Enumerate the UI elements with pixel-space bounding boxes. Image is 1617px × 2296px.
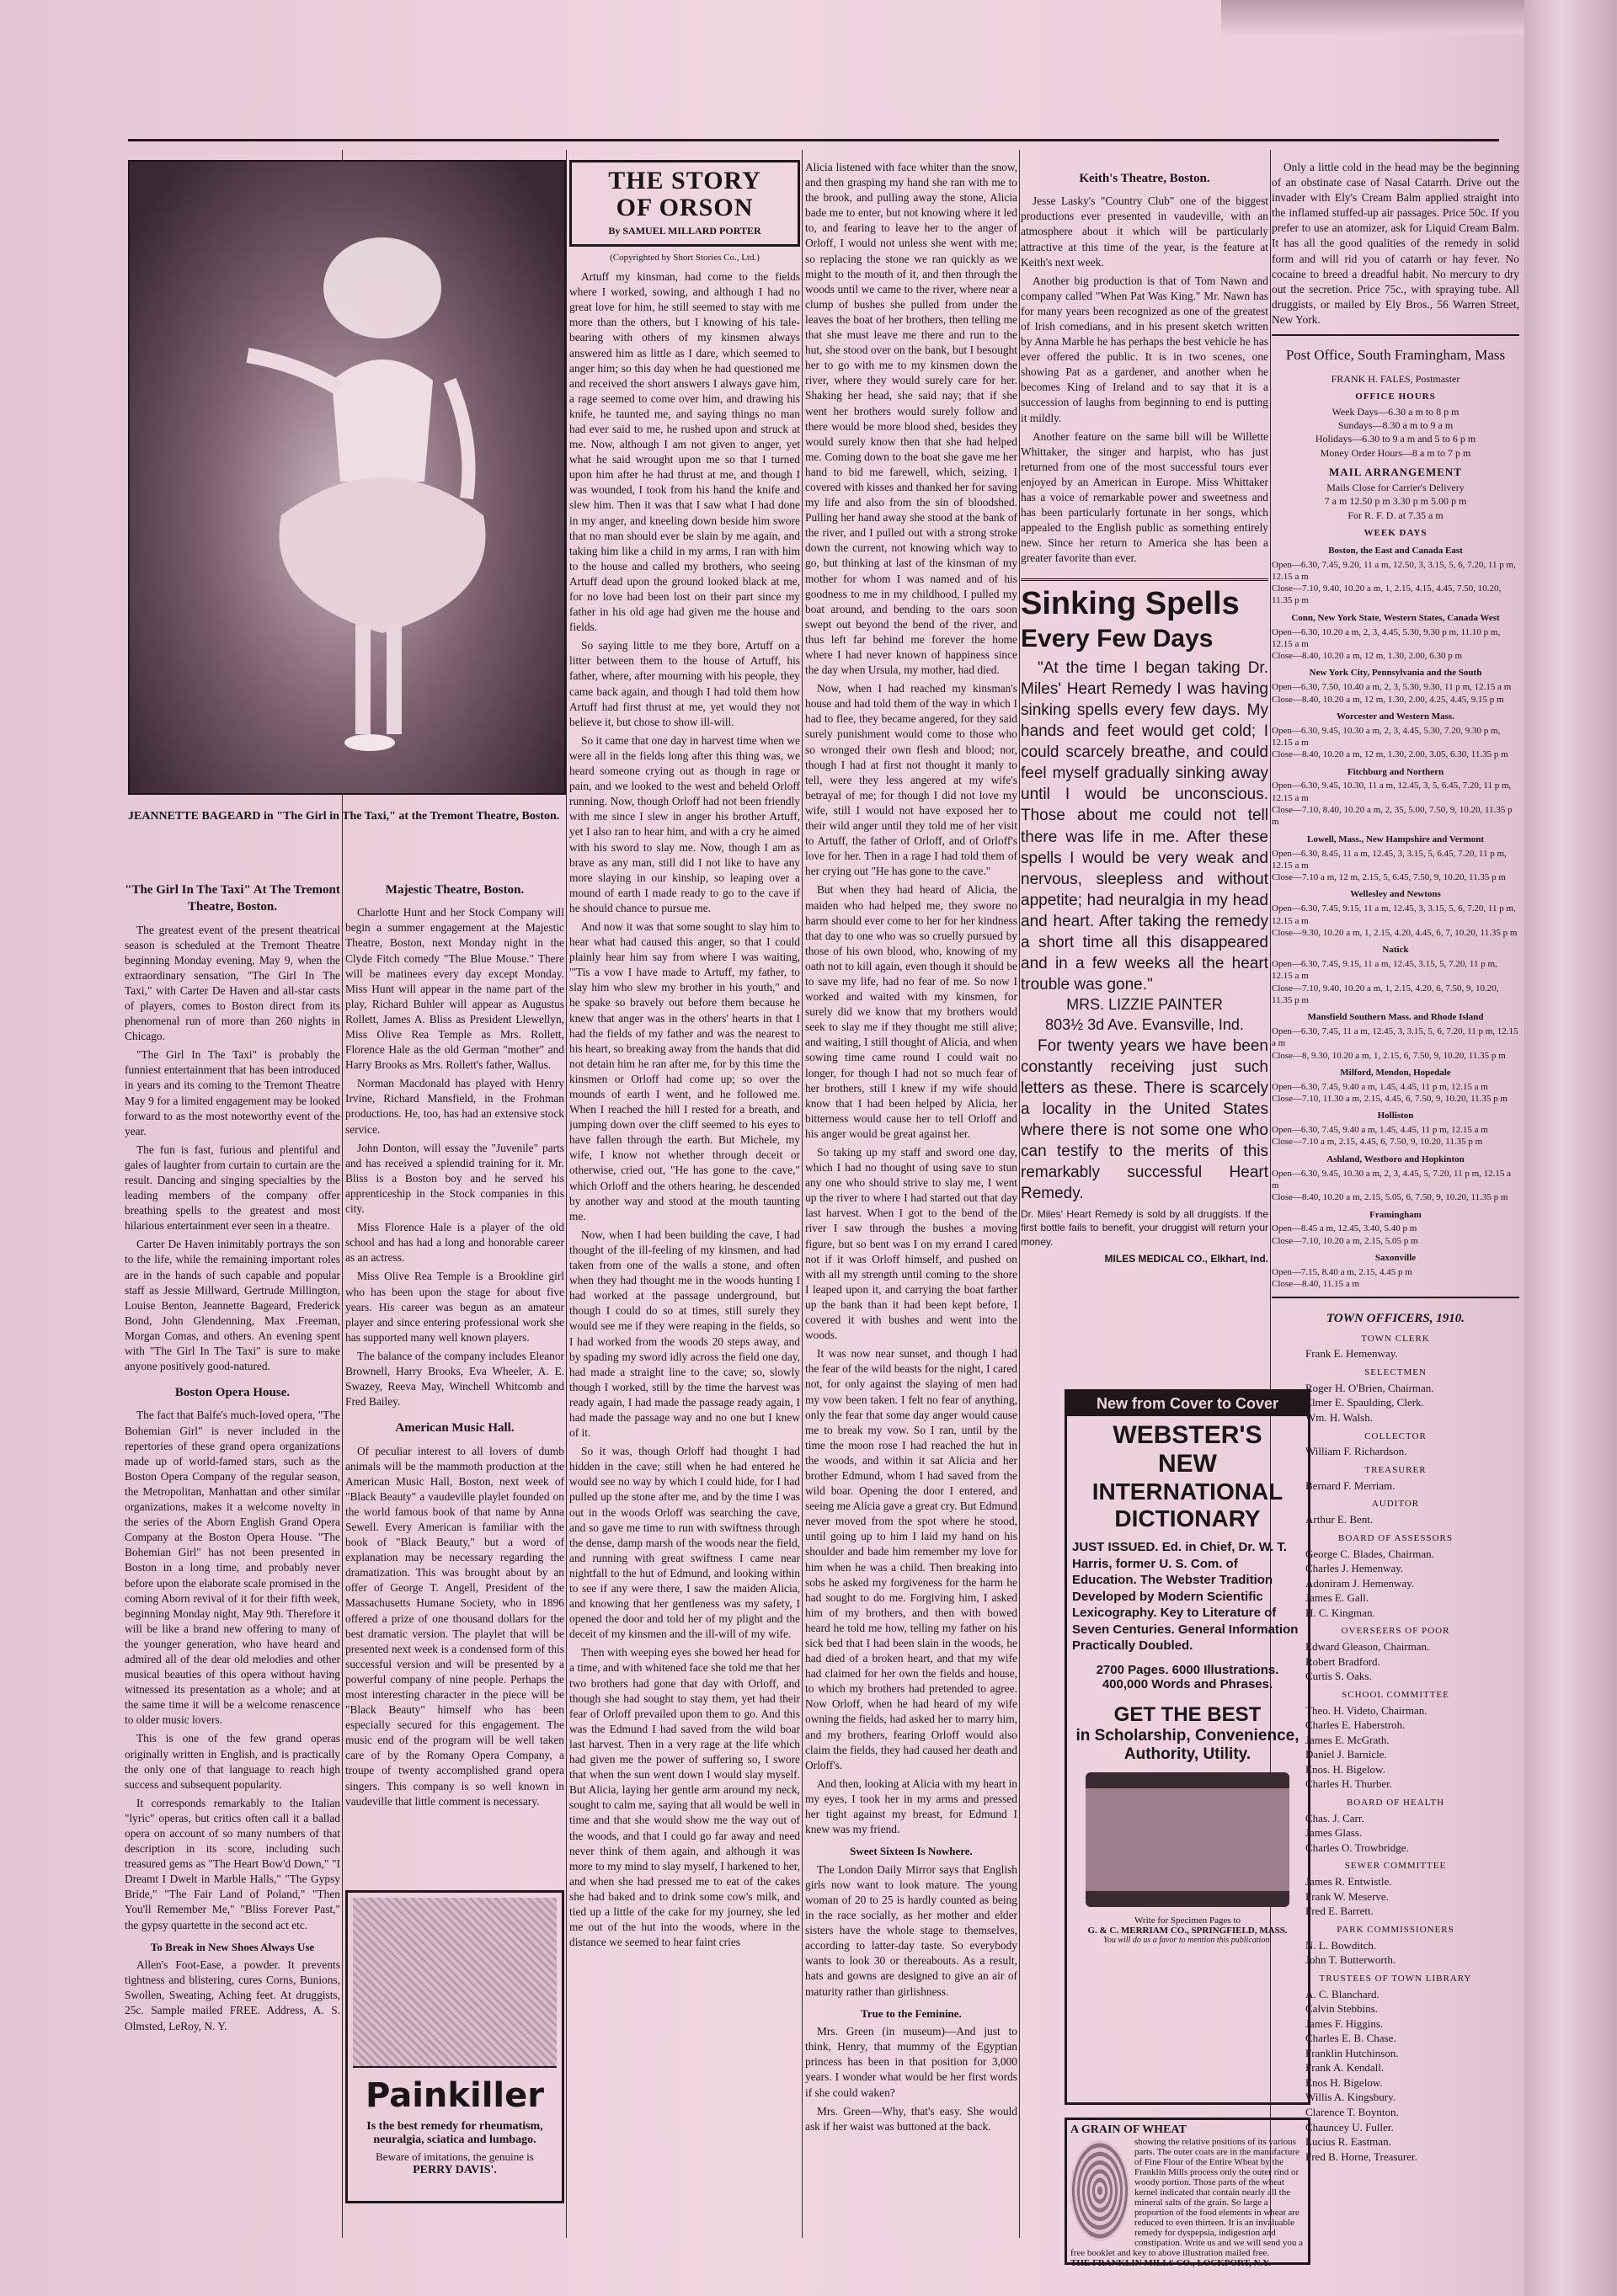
- schedule-open: Open—6.30, 10.20 a m, 2, 3, 4.45, 5.30, 9.30 p m, 11.10 p m, 12.15 a m: [1272, 626, 1501, 649]
- column-rule: [566, 150, 567, 2238]
- story-paragraph: But when they had heard of Alicia, the maiden who had helped me, they swore no harm should ever come to her for her kindness that day to one who was so cruelly pursued by those of his own blood, who, knowing of my oath not to kill again, even though it should be to save my life, had no fear of me. So now I worked and waited with my kinsmen, for surely did we know that my brothers would seek to slay me if they thought me still alive; and waiting, I still thought of Alicia, and when sowing time came round I could wait no longer, for though I had not so much fear of her brothers, still I knew if my wife should know that I had been helped by Alicia, her bitterness would cause her to tell Orloff and his anger would be great against her.: [805, 883, 1017, 1140]
- officer-name: Calvin Stebbins.: [1305, 2002, 1378, 2016]
- schedule-open: Open—8.45 a m, 12.45, 3.40, 5.40 p m: [1272, 1223, 1417, 1234]
- schedule-route: Framingham: [1369, 1209, 1422, 1220]
- mail-times: 7 a m 12.50 p m 3.30 p m 5.00 p m: [1324, 495, 1467, 508]
- photo-caption: JEANNETTE BAGEARD in "The Girl in The Taxi," at the Tremont Theatre, Boston.: [128, 810, 560, 823]
- article-paragraph: John Donton, will essay the "Juvenile" parts and has received a splendid training for it. Mr. Bliss is a Boston boy and he served his apprenticeship in the Stock companies in this city.: [345, 1141, 564, 1216]
- orson-title-box: [569, 160, 800, 247]
- schedule-close: Close—7.10, 9.40, 10.20 a m, 1, 2.15, 4.15, 4.45, 7.50, 10.20, 11.35 p m: [1272, 583, 1502, 606]
- story-paragraph: So taking up my staff and sword one day, which I had no thought of using save to stun any one who should strive to slay me, I went up the river to where I had started out that day last harvest. When I got to the bend of the river I saw through the bushes a moving figure, but so bent was I on my errand I cared not if it was Orloff himself, and pushed on with all my strength until coming to the shore I leaped upon it, and carrying the boat farther up the bank than it had been kept before, I covered it with bushes and went into the woods.: [805, 1146, 1017, 1342]
- officer-name: Theo. H. Videto, Chairman.: [1305, 1703, 1428, 1717]
- schedule-close: Close—8, 9.30, 10.20 a m, 1, 2.15, 6, 7.50, 9, 10.20, 11.35 p m: [1272, 1050, 1506, 1061]
- town-officers-list: [1272, 1333, 1519, 2165]
- painkiller-illustration: [353, 1898, 557, 2068]
- officer-name: James E. Gall.: [1305, 1591, 1369, 1605]
- schedule-route: Wellesley and Newtons: [1350, 889, 1441, 900]
- schedule-open: Open—6.30, 7.45, 11 a m, 12.45, 3, 3.15, 5, 6, 7.20, 11 p m, 12.15 a m: [1272, 1026, 1518, 1049]
- schedule-open: Open—6.30, 7.45, 9.40 a m, 1.45, 4.45, 11 p m, 12.15 a m: [1272, 1081, 1488, 1092]
- story-paragraph: Alicia listened with face whiter than the snow, and then grasping my hand she ran with me to the brook, and pulling away the stone, Alicia bade me to enter, but not knowing where it led to, and fearing to leave her to the anger of Orloff, I would not unless she went with me; so replacing the stone we ran quickly as we might to the mouth of it, and then through the woods until we came to the river, where near a clump of bushes she pulled from under the leaves the boat of her brothers, then telling me that she must leave me there and run to the hut, she stood over on the bank, but I besought her to go with me to my kinsmen down the river, where they would surely care for her. Shaking her head, she said nay; that if she went her brothers would surely follow and there would be more blood shed, besides they would surely know then that she had helped me. Coming down to the boat she gave me her hand to bid me farewell, which, seizing, I covered with kisses and thanked her for saving my life and also from the sin of bloodshed. Pulling her hand away she stood at the bank of the river, and I pulled out with a strong stroke down the current, not knowing which way to go, but thinking at last of the kinsman of my mother for whom I was named and of his goodness to me in my childhood, I pulled my boat around, and bending to the oars soon swept out beyond the bend of the river, and thus left far behind me forever the home where I had never known of happiness since the day when Ursula, my mother, had died.: [805, 161, 1017, 677]
- webster-best-2: in Scholarship, Convenience, Authority, Utility.: [1075, 1726, 1299, 1763]
- story-paragraph: So it was, though Orloff had thought I had hidden in the cave; still when he had entered he would see no way by which I could hide, for I had pulled up the stone after me, and by the time I was out in the woods Orloff was searching the cave, and so gave me time to run with swiftness through the dense, damp marsh of the woods near the field, and running with great swiftness I came near nightfall to the hut of Edmund, and looking within to see if any were there, I saw the maiden Alicia, and knowing that her gentleness was my safety, I opened the door and told her of my plight and the deceit of my kinsmen and the ill-will of my wife.: [569, 1445, 800, 1641]
- officer-name: William F. Richardson.: [1305, 1445, 1407, 1458]
- schedule-open: Open—6.30, 7.45, 9.15, 11 a m, 12.45, 3, 3.15, 5, 6, 7.20, 11 p m, 12.15 a m: [1272, 903, 1516, 926]
- officer-name: Charles E. Haberstroh.: [1305, 1718, 1406, 1732]
- article-paragraph: The balance of the company includes Eleanor Brownell, Harry Brooks, Eva Wheeler, A. E. Swazey, Reeva May, Winchell Whitcomb and Fred Bailey.: [345, 1349, 564, 1409]
- officer-name: John T. Butterworth.: [1305, 1953, 1396, 1967]
- officer-name: Frank E. Hemenway.: [1305, 1347, 1398, 1361]
- article-paragraph: Miss Olive Rea Temple is a Brookline girl who has been upon the stage for about five years. His career was begun as an amateur player and since entering professional work she has supported many well known players.: [345, 1270, 564, 1344]
- schedule-open: Open—6.30, 8.45, 11 a m, 12.45, 3, 3.15, 5, 6.45, 7.20, 11 p m, 12.15 a m: [1272, 848, 1507, 871]
- webster-pages: 2700 Pages. 6000 Illustrations. 400,000 Words and Phrases.: [1096, 1662, 1279, 1691]
- story-paragraph: Now, when I had reached my kinsman's house and had told them of the way in which I had to flee, they became angered, for they said surely punishment would come to those who so wronged their own flesh and blood; nor, though I had at first not thought it manly to tell, were they less angered at my wife's betrayal of me; for though I did not love my wife, still I would not have exposed her to their wild anger until they told me of her visit to Artuff, the father of Orloff, and of Orloff's love for her. Then in a rage I had told them of her crying out "He has gone to the cave.": [805, 682, 1017, 878]
- schedule-close: Close—7.10 a m, 12 m, 2.15, 5, 6.45, 7.50, 9, 10.20, 11.35 p m: [1272, 872, 1506, 883]
- painkiller-text: Is the best remedy for rheumatism, neuralgia, sciatica and lumbago.: [366, 2120, 543, 2146]
- officer-name: Frank A. Kendall.: [1305, 2061, 1385, 2075]
- orson-copyright: (Copyrighted by Short Stories Co., Ltd.): [610, 253, 760, 264]
- top-rule: [128, 139, 1499, 141]
- page-edge: [1524, 0, 1617, 2296]
- opera-house-headline: Boston Opera House.: [174, 1386, 291, 1400]
- officer-name: James F. Higgins.: [1305, 2016, 1384, 2030]
- testimonial-address: 803½ 3d Ave. Evansville, Ind.: [1045, 1015, 1244, 1033]
- officer-name: Fred E. Barrett.: [1305, 1904, 1374, 1918]
- officer-name: James Glass.: [1305, 1826, 1363, 1840]
- schedule-close: Close—8.40, 10.20 a m, 2.15, 5.05, 6, 7.50, 9, 10.20, 11.35 p m: [1272, 1192, 1508, 1203]
- column-4: [805, 160, 1017, 2265]
- officer-name: Elmer E. Spaulding, Clerk.: [1305, 1396, 1424, 1409]
- column-1: [125, 871, 340, 2261]
- officer-name: Enos H. Bigelow.: [1305, 2075, 1383, 2089]
- article-paragraph: Of peculiar interest to all lovers of dumb animals will be the mammoth production at the American Music Hall, Boston, next week of "Black Beauty" a vaudeville playlet founded on the world famous book of that name by Anna Sewell. Every American is familiar with the book of "Black Beauty," but a word of explanation may be necessary regarding the dramatization. This was brought about by an offer of George T. Angell, President of the Massachusetts Humane Society, who in 1896 offered a prize of one thousand dollars for the best dramatic version. The playlet that will be presented next week is a condensed form of this successful version and will be presented by a powerful company of nine people. Perhaps the most interesting character in the piece will be "Black Beauty" himself who has been especially secured for this engagement. The music end of the program will be well taken care of by the Romany Opera Company, a troupe of twenty accomplished grand opera singers. This company is so well known in vaudeville that little comment is necessary.: [345, 1444, 564, 1808]
- officer-name: Edward Gleason, Chairman.: [1305, 1640, 1430, 1654]
- orson-byline: By SAMUEL MILLARD PORTER: [608, 225, 761, 237]
- section-rule: [1272, 334, 1519, 336]
- officer-title: TREASURER: [1364, 1464, 1427, 1475]
- story-paragraph: Artuff my kinsman, had come to the fields where I worked, sowing, and although I had no great love for him, he still seemed to stay with me more than the others, but I knowing of his tale-bearing with others of my kinsmen always answered him as little as I dare, which seemed to anger him; so this day when he had questioned me and received the short answers I always gave him, a rage seemed to come over him, and drawing his knife, he taunted me, and saying things no man had ever said to me, he rushed upon and struck at me. Now, although I am not given to anger, yet what he said wrought upon me so that I turned upon him after he had thrust at me, and though I was wounded, I took from his hand the knife and slew him. Then it was that I saw what I had done in my anger, and kneeling down beside him swore that no man should ever be slain by me again, and taking him like a child in my arms, I ran with him to the house and called my brothers, who seeing Artuff dead upon the ground looked black at me, for no love had been lost on their part since my father in his old age had given me the house and fields.: [569, 270, 800, 634]
- schedule-route: Holliston: [1377, 1111, 1414, 1121]
- ad-rule: [1021, 578, 1268, 581]
- story-paragraph: And then, looking at Alicia with my heart in my eyes, I took her in my arms and pressed her tight against my breast, for Edmund I knew was my friend.: [805, 1777, 1017, 1836]
- schedule-open: Open—6.30, 9.45, 10.30 a m, 2, 3, 4.45, 5.30, 7.20, 9.30 p m, 12.15 a m: [1272, 725, 1501, 748]
- article-paragraph: The London Daily Mirror says that English girls now want to look mature. The young woman of 20 to 25 is hardly counted as being in the race socially, as her mother and elder sisters have the whole stage to themselves, according to latter-day taste. So everybody wants to look 30 or thereabouts. As a result, hats and gowns are designed to give an air of maturity rather than girlishness.: [805, 1862, 1017, 1998]
- officer-name: Chauncey U. Fuller.: [1305, 2120, 1394, 2134]
- story-paragraph: So it came that one day in harvest time when we were all in the fields long after this thing was, we heard someone crying out as though in rage or pain, and we looked to the west and beheld Orloff running. Now, though Orloff had not been friendly with me since I slew in anger his brother Artuff, yet I also ran to hear him, and with a cry he aimed with his sword to slay me. Now, though I am as brave as any man, still did I not like to have any more slaying in our kinship, so leaping over a mound of earth I made ready to go to the cave if he should chance to pursue me.: [569, 733, 800, 914]
- mail-sub: Mails Close for Carrier's Delivery: [1326, 482, 1465, 494]
- post-office-headline: Post Office, South Framingham, Mass: [1285, 347, 1506, 364]
- painkiller-title: Painkiller: [365, 2076, 544, 2115]
- schedule-close: Close—7.10 a m, 2.15, 4.45, 6, 7.50, 9, 10.20, 11.35 p m: [1272, 1137, 1483, 1148]
- officer-name: Curtis S. Oaks.: [1305, 1670, 1372, 1683]
- hours-line: Sundays—8.30 a m to 9 a m: [1337, 419, 1454, 432]
- schedule-route: Boston, the East and Canada East: [1328, 545, 1463, 556]
- schedule-open: Open—6.30, 9.45, 10.30, 11 a m, 12.45, 3, 5, 6.45, 7.20, 11 p m, 12.15 a m: [1272, 780, 1512, 803]
- schedule-route: Natick: [1382, 945, 1409, 956]
- schedule-close: Close—8.40, 11.15 a m: [1272, 1279, 1360, 1290]
- officer-title: SEWER COMMITTEE: [1344, 1861, 1447, 1872]
- postmaster: FRANK H. FALES, Postmaster: [1331, 372, 1460, 385]
- hours-line: Holidays—6.30 to 9 a m and 5 to 6 p m: [1315, 433, 1476, 445]
- sinking-body: [1021, 658, 1268, 1204]
- webster-name-1: WEBSTER'S: [1113, 1421, 1262, 1449]
- mail-rfd: For R. F. D. at 7.35 a m: [1348, 509, 1444, 521]
- miles-company: MILES MEDICAL CO., Elkhart, Ind.: [1104, 1252, 1268, 1265]
- story-paragraph: So saying little to me they bore, Artuff on a litter between them to the house of Artuff, his father, where, after mourning with his people, they came back again, and though I had told them how Artuff had first thrust at me, yet would they not believe it, but chose to show ill-will.: [569, 639, 800, 728]
- officer-name: Chas. J. Carr.: [1305, 1811, 1364, 1825]
- hours-line: Money Order Hours—8 a m to 7 p m: [1320, 446, 1471, 459]
- schedule-close: Close—7.10, 11.30 a m, 2.15, 4.45, 6, 7.50, 9, 10.20, 11.35 p m: [1272, 1094, 1508, 1105]
- sinking-fineprint: Dr. Miles' Heart Remedy is sold by all druggists. If the first bottle fails to benefit, your druggist will return your money.: [1021, 1208, 1268, 1248]
- article-paragraph: It corresponds remarkably to the Italian "lyric" operas, but critics often call it a ballad opera on account of so many numbers of that description in its score, including such treasured gems as "The Heart Bow'd Down," "I Dreamt I Dwelt in Marble Halls," "The Gypsy Bride," "The Fair Land of Poland," "Then You'll Remember Me," "Bliss Forever Past," the gypsy quartette in the second act etc.: [125, 1796, 340, 1931]
- schedule-route: Conn, New York State, Western States, Canada West: [1291, 612, 1500, 623]
- schedule-route: Milford, Mendon, Hopedale: [1340, 1067, 1451, 1078]
- officer-title: TOWN CLERK: [1361, 1333, 1430, 1344]
- officer-title: BOARD OF ASSESSORS: [1338, 1532, 1453, 1543]
- mail-schedule: [1272, 545, 1519, 1291]
- webster-write: Write for Specimen Pages to: [1134, 1915, 1241, 1926]
- officer-name: Daniel J. Barnicle.: [1305, 1748, 1387, 1761]
- keith-headline: Keith's Theatre, Boston.: [1079, 172, 1210, 185]
- officer-name: Robert Bradford.: [1305, 1654, 1380, 1668]
- officer-name: James R. Entwistle.: [1305, 1875, 1392, 1888]
- orson-title-line1: THE STORY: [608, 167, 761, 194]
- schedule-close: Close—7.10, 8.40, 10.20 a m, 2, 35, 5.00, 7.50, 9, 10.20, 11.35 p m: [1272, 805, 1513, 828]
- schedule-close: Close—8.40, 10.20 a m, 12 m, 1.30, 2.00, 6.30 p m: [1272, 651, 1463, 662]
- officer-title: BOARD OF HEALTH: [1346, 1797, 1445, 1808]
- officer-name: Enos. H. Bigelow.: [1305, 1762, 1385, 1776]
- schedule-open: Open—6.30, 7.45, 9.15, 11 a m, 12.45, 3.15, 5, 7.20, 11 p m, 12.15 a m: [1272, 958, 1497, 982]
- officer-title: AUDITOR: [1371, 1499, 1420, 1510]
- schedule-open: Open—6.30, 7.45, 9.20, 11 a m, 12.50, 3, 3.15, 5, 6, 7.20, 11 p m, 12.15 a m: [1272, 559, 1516, 582]
- schedule-route: Fitchburg and Northern: [1347, 766, 1444, 777]
- testimonial-name: MRS. LIZZIE PAINTER: [1066, 996, 1223, 1014]
- officer-name: Willis A. Kingsbury.: [1305, 2091, 1396, 2104]
- sinking-headline-2: Every Few Days: [1021, 625, 1214, 653]
- dictionary-book-icon: [1086, 1772, 1289, 1907]
- officer-name: Franklin Hutchinson.: [1305, 2046, 1399, 2059]
- officer-name: Frank W. Meserve.: [1305, 1889, 1389, 1903]
- webster-name-2: NEW: [1158, 1450, 1217, 1478]
- column-6: [1272, 160, 1519, 2265]
- officer-title: SELECTMEN: [1364, 1367, 1427, 1378]
- schedule-route: Ashland, Westboro and Hopkinton: [1326, 1153, 1465, 1164]
- new-shoes-headline: To Break in New Shoes Always Use: [150, 1940, 315, 1953]
- testimonial-paragraph: "At the time I began taking Dr. Miles' Heart Remedy I was having sinking spells every few days. My hands and feet would get cold; I could scarcely breathe, and could feel myself gradually sinking away until I would be unconscious. Those about me could not tell there was life in me. After these spells I would be very weak and nervous, sleepless and without appetite; had neuralgia in my head and heart. After taking the remedy a short time all this disappeared and in a few weeks all the heart trouble was gone.": [1021, 658, 1268, 994]
- officer-title: SCHOOL COMMITTEE: [1342, 1689, 1449, 1700]
- webster-name-4: DICTIONARY: [1114, 1505, 1261, 1532]
- page-fold: [1221, 0, 1524, 34]
- webster-favor: You will do us a favor to mention this publication.: [1103, 1935, 1272, 1945]
- testimonial-paragraph: For twenty years we have been constantly receiving just such letters as these. There is scarcely a locality in the United States where there is not some one who can testify to the merits of this remarkably successful Heart Remedy.: [1021, 1036, 1268, 1203]
- officer-title: TRUSTEES OF TOWN LIBRARY: [1319, 1973, 1472, 1984]
- girl-in-taxi-headline: "The Girl In The Taxi" At The Tremont Theatre, Boston.: [125, 883, 340, 914]
- wheat-headline: A GRAIN OF WHEAT: [1070, 2123, 1187, 2136]
- officer-name: James E. McGrath.: [1305, 1733, 1390, 1746]
- article-paragraph: Mrs. Green (in museum)—And just to think, Henry, that mummy of the Egyptian princess has been in that position for 3,000 years. I wonder what would be her first words if she could waken?: [805, 2025, 1017, 2099]
- schedule-close: Close—9.30, 10.20 a m, 1, 2.15, 4.20, 4.45, 6, 7, 10.20, 11.35 p m: [1272, 927, 1518, 938]
- sinking-headline-1: Sinking Spells: [1021, 585, 1240, 621]
- story-paragraph: It was now near sunset, and though I had the fear of the wild beasts for the night, I cared not, for only against the slaying of men had my vow been taken. I felt no fear of anything, only the fear that some day anger would cause me to break my vow. So I ran, until by the time the moon rose I had reached the hut in the woods, and within it sat Alicia and her brother Edmund, whom I had saved from the wild boar. Opening the door I entered, and seeing me Alicia gave a great cry. But Edmund never moved from the spot where he stood, until going up to him I laid my hand on his shoulder and bade him remember my love for him when he was a child. Then breaking into sobs he asked my forgiveness for the harm he had sought to do me. Forgiving him, I asked him of my brothers, and then with bowed heard he told me how, telling my father on his sick bed that I had been slain in the woods, he had died of a broken heart, and that my wife had claimed for her own the fields and house, to which my brothers had pretended to agree. Now Orloff, when he had heard of my wife owning the fields, had asked her to marry him, and my brothers, fearing Orloff would also claim the fields, they had caused her death and Orloff's.: [805, 1347, 1017, 1771]
- officer-name: Lucius R. Eastman.: [1305, 2135, 1391, 2149]
- schedule-open: Open—6.30, 7.50, 10.40 a m, 2, 3, 5.30, 9.30, 11 p m, 12.15 a m: [1272, 682, 1512, 693]
- schedule-close: Close—8.40, 10.20 a m, 12 m, 1.30, 2.00, 3.05, 6.30, 11.35 p m: [1272, 749, 1508, 760]
- miles-heart-ad: [1021, 585, 1268, 1266]
- wheat-company: THE FRANKLIN MILLS CO., LOCKPORT, N.Y.: [1070, 2258, 1271, 2268]
- schedule-route: Mansfield Southern Mass. and Rhode Island: [1307, 1012, 1484, 1023]
- officer-name: Fred B. Horne, Treasurer.: [1305, 2150, 1417, 2163]
- schedule-close: Close—8.40, 10.20 a m, 12 m, 1.30, 2.00, 4.25, 4.45, 9.15 p m: [1272, 694, 1504, 705]
- article-paragraph: The greatest event of the present theatrical season is scheduled at the Tremont Theatre beginning Monday evening, May 9, when the extraordinary sensation, "The Girl In The Taxi," with Carter De Haven and all-star casts of players, comes to Boston direct from its phenomenal run of more than 260 nights in Chicago.: [125, 923, 340, 1043]
- sweet-sixteen-headline: Sweet Sixteen Is Nowhere.: [850, 1845, 973, 1858]
- majestic-headline: Majestic Theatre, Boston.: [385, 883, 525, 897]
- dancer-illustration: [130, 162, 564, 793]
- week-days-head: WEEK DAYS: [1364, 527, 1428, 538]
- officer-name: Wm. H. Walsh.: [1305, 1410, 1373, 1424]
- painkiller-brand: PERRY DAVIS'.: [413, 2164, 497, 2176]
- schedule-close: Close—7.10, 9.40, 10.20 a m, 1, 2.15, 4.20, 6, 7.50, 9, 10.20, 11.35 p m: [1272, 983, 1499, 1005]
- column-rule: [802, 150, 803, 2238]
- schedule-open: Open—6.30, 7.45, 9.40 a m, 1.45, 4.45, 11 p m, 12.15 a m: [1272, 1125, 1488, 1136]
- article-paragraph: Norman Macdonald has played with Henry Irvine, Richard Mansfield, in the Frohman productions. He, too, has had an extensive stock service.: [345, 1077, 564, 1136]
- music-hall-headline: American Music Hall.: [395, 1421, 515, 1436]
- painkiller-warning: Beware of imitations, the genuine is: [376, 2150, 534, 2163]
- column-rule: [1019, 150, 1020, 2238]
- officer-title: OVERSEERS OF POOR: [1341, 1626, 1450, 1637]
- column-5: [1021, 160, 1268, 1372]
- officer-name: Charles H. Thurber.: [1305, 1777, 1393, 1791]
- officer-name: Roger H. O'Brien, Chairman.: [1305, 1381, 1434, 1394]
- officer-name: Arthur E. Bent.: [1305, 1513, 1374, 1526]
- article-paragraph: This is one of the few grand operas originally written in English, and is practically the only one of that language to reach high success and subsequent popularity.: [125, 1732, 340, 1791]
- schedule-open: Open—7.15, 8.40 a m, 2.15, 4.45 p m: [1272, 1266, 1412, 1277]
- article-paragraph: Another big production is that of Tom Nawn and company called "When Pat Was King." Mr. Nawn has for many years been recognized as one of the greatest of Irish comedians, and in his present sketch written by Anna Marble he has perhaps the best vehicle he has ever offered the public. It is in two scenes, one showing Pat as a gardener, and another when he becomes King of Ireland and to say that it is a succession of laughs from beginning to end is putting it mildly.: [1021, 274, 1268, 424]
- article-paragraph: Carter De Haven inimitably portrays the son to the life, while the remaining important roles are in the hands of such capable and popular staff as Jessie Millward, Gertrude Millington, Louise Benton, Jeannette Bageard, Frederick Bond, John Glendenning, Max .Freeman, Morgan Comas, and others. An evening spent with "The Girl In The Taxi" is sure to make anyone positively good-natured.: [125, 1238, 340, 1373]
- article-paragraph: Miss Florence Hale is a player of the old school and has had a long and honorable career as an actress.: [345, 1221, 564, 1265]
- schedule-close: Close—7.10, 10.20 a m, 2.15, 5.05 p m: [1272, 1235, 1418, 1246]
- foot-ease-ad: Allen's Foot-Ease, a powder. It prevents tightness and blistering, cures Corns, Bunions, Swollen, Sweating, Aching feet. At druggists, 25c. Sample mailed FREE. Address, A. S. Olmsted, LeRoy, N. Y.: [125, 1958, 340, 2032]
- officer-name: Bernard F. Merriam.: [1305, 1478, 1396, 1492]
- town-officers-title: TOWN OFFICERS, 1910.: [1326, 1312, 1465, 1326]
- article-paragraph: The fact that Balfe's much-loved opera, "The Bohemian Girl" is never included in the repertories of these grand opera organizations made up of world-famed stars, such as the Boston Opera Company of the regular season, the Metropolitan, Manhattan and other similar organizations, makes it a welcome novelty in the series of the Aborn English Grand Opera Company at the Boston Opera House. "The Bohemian Girl" has not been presented in Boston in a long time, and probably never before upon the elaborate scale promised in the coming Aborn revival of it for their fifth week, beginning Monday night, May 9th. Therefore it will be like a brand new offering to many of the younger generation, who have heard and admired all of the dear old melodies and other musical beauties of this opera without having witnessed its presentation as a whole; and at the same time it will be a welcome renascence to older music lovers.: [125, 1409, 340, 1727]
- officer-name: N. L. Bowditch.: [1305, 1938, 1377, 1952]
- hours-line: Week Days—6.30 a m to 8 p m: [1331, 406, 1460, 418]
- officer-name: H. C. Kingman.: [1305, 1606, 1375, 1619]
- story-paragraph: And now it was that some sought to slay him to hear what had caused this anger, so that I could plainly hear him say from where I was waiting, "'Tis a vow I have made to Artuff, my father, to slay him who slew my brother in his youth," and he spake so bravely out before them because he knew that anger was in the others' hearts in that I had the fields of my father and was the nearest to his heart, so breaking away from the hands that did not detain him he ran after me, for by this time the kinsmen or Orloff had come up; so over the mounds of earth I went, and he followed me. When I reached the hill I rested for a breath, and jumping down over the cliff seemed to his eyes to have fallen through the earth. But Michele, my wife, I know not whether through deceit or otherwise, cried out, "He has gone to the cave," which Orloff and the others hearing, he descended by another way and stood at the mouth taunting me.: [569, 919, 800, 1223]
- officer-name: A. C. Blanchard.: [1305, 1987, 1380, 2000]
- office-hours-head: OFFICE HOURS: [1355, 392, 1436, 402]
- actress-photo: [128, 160, 566, 795]
- webster-issued: JUST ISSUED. Ed. in Chief, Dr. W. T. Harris, former U. S. Com. of Education. The Webster Tradition Developed by Modern Scientific Lexicography. Key to Literature of Seven Centuries. General Information Practically Doubled.: [1072, 1540, 1299, 1653]
- article-paragraph: "The Girl In The Taxi" is probably the funniest entertainment that has been introduced in years and its coming to the Tremont Theatre May 9 for a limited engagement may be looked forward to as the most noteworthy event of the year.: [125, 1048, 340, 1137]
- wheat-grain-icon: [1070, 2140, 1129, 2241]
- officer-name: Charles J. Hemenway.: [1305, 1562, 1404, 1575]
- webster-best: GET THE BEST: [1113, 1702, 1262, 1726]
- webster-name-3: INTERNATIONAL: [1091, 1478, 1283, 1505]
- column-2: [345, 871, 564, 1882]
- article-paragraph: Mrs. Green—Why, that's easy. She would ask if her waist was buttoned at the back.: [805, 2104, 1017, 2133]
- article-paragraph: Charlotte Hunt and her Stock Company will begin a summer engagement at the Majestic Theatre, Boston, next Monday night in the Clyde Fitch comedy "The Blue Mouse." There will be matinees every day except Monday. Miss Hunt will appear in the name part of the play, Richard Buhler will appear as Augustus Rollett, James A. Bliss as President Llewellyn, Miss Olive Rea Temple as Mrs. Rollett, Florence Hale as the old German "mother" and Harry Brooks as Mrs. Rollett's father, Wallus.: [345, 906, 564, 1072]
- column-3: [569, 160, 800, 2265]
- schedule-route: New York City, Pennsylvania and the South: [1309, 668, 1482, 679]
- orson-title-line2: OF ORSON: [616, 193, 754, 221]
- webster-top: New from Cover to Cover: [1067, 1392, 1308, 1416]
- officer-name: Clarence T. Boynton.: [1305, 2106, 1399, 2118]
- schedule-route: Saxonville: [1374, 1252, 1417, 1263]
- officer-name: Charles E. B. Chase.: [1305, 2032, 1396, 2045]
- officer-title: PARK COMMISSIONERS: [1337, 1924, 1454, 1935]
- officer-name: Charles O. Trowbridge.: [1305, 1841, 1409, 1854]
- schedule-open: Open—6.30, 9.45, 10.30 a m, 2, 3, 4.45, 5, 7.20, 11 p m, 12.15 a m: [1272, 1168, 1512, 1191]
- schedule-route: Lowell, Mass., New Hampshire and Vermont: [1306, 834, 1485, 844]
- article-paragraph: The fun is fast, furious and plentiful and gales of laughter from curtain to curtain are the result. Dancing and singing specialties by the leading members of the company offer breathing spells to the greatest and most hilarious entertainment ever seen in a theatre.: [125, 1143, 340, 1233]
- section-rule: [1272, 1297, 1519, 1298]
- cream-balm-ad: Only a little cold in the head may be the beginning of an obstinate case of Nasal Catarrh. Drive out the invader with Ely's Cream Balm applied straight into the inflamed stuffed-up air passages. Price 50c. If you prefer to use an atomizer, ask for Liquid Cream Balm. It has all the good qualities of the remedy in solid form and will rid you of catarrh or hay fever. No cocaine to breed a dreadful habit. No mercury to dry out the secretion. Price 75c., with spraying tube. All druggists, or mailed by Ely Bros., 56 Warren Street, New York.: [1272, 161, 1519, 326]
- story-paragraph: Then with weeping eyes she bowed her head for a time, and with whitened face she told me that her two brothers had gone that day with Orloff, and though she had sought to stay them, yet had their fear of Orloff prevailed upon them to go. And this was the Edmund I had saved from the wild boar last harvest. Then in a very rage at the life which had given me the power of suffering so, I swore that when the sun went down I would slay myself. But Alicia, laying her gentle arm around my neck, sought to calm me, saying that all would be well in time and that she would show me the way out of the woods, and that I could go far away and need never think of them again, and although it was more to my mind to slay myself, I harkened to her, and when she had pressed me to eat of the cakes she had baked and to drink some cow's milk, and tied up a little of the cake for my journey, she led me out of the hut into the woods, where in the distance we seemed to hear faint cries: [569, 1646, 800, 1949]
- article-paragraph: Jesse Lasky's "Country Club" one of the biggest productions ever presented in vaudeville, with an atmosphere about it which will be particularly attractive at this time of the year, is the feature at Keith's next week.: [1021, 194, 1268, 269]
- story-paragraph: Now, when I had been building the cave, I had thought of the ill-feeling of my kinsmen, and had taken from one of the walls a stone, and often when they had thought me in the woods hunting I had worked at the passage underground, but though I could do so at times, still surely they would see me if they were reaping in the fields, so I had worked from the woods 20 steps away, and by spading my sword idly across the field one day, had made a straight line to the cave; so, slowly though I worked, still by the time the harvest was ready again, I had made the passage ready again, I had made the passage way and no one but I knew of it.: [569, 1228, 800, 1440]
- schedule-route: Worcester and Western Mass.: [1337, 711, 1454, 722]
- webster-merriam: G. & C. MERRIAM CO., SPRINGFIELD, MASS.: [1087, 1925, 1288, 1936]
- mail-arrangement-head: MAIL ARRANGEMENT: [1329, 465, 1462, 478]
- painkiller-ad: [345, 1890, 564, 2203]
- wheat-text: showing the relative positions of its various parts. The outer coats are in the manufacture of Fine Flour of the Entire Wheat by the Franklin Mills process only the outer rind or woody portion. Those parts of the wheat kernel indicated that contain nearly all the mineral salts of the grain. So large a proportion of the food elements in wheat are reduced to even thirteen. It is an invaluable remedy for dyspepsia, indigestion and constipation. Write us and we will send you a free booklet and key to above illustration mailed free.: [1070, 2137, 1304, 2258]
- article-paragraph: Another feature on the same bill will be Willette Whittaker, the singer and harpist, who has just returned from one of the most successful tours ever enjoyed by an American in Europe. Miss Whittaker has a voice of remarkable power and sweetness and has been particularly fortunate in her songs, which appealed to the English public as something entirely new. Since her return to America she has been a greater favorite than ever.: [1021, 429, 1268, 565]
- feminine-headline: True to the Feminine.: [861, 2006, 962, 2020]
- officer-title: COLLECTOR: [1364, 1430, 1427, 1441]
- officer-name: George C. Blades, Chairman.: [1305, 1547, 1434, 1560]
- officer-name: Adoniram J. Hemenway.: [1305, 1576, 1415, 1590]
